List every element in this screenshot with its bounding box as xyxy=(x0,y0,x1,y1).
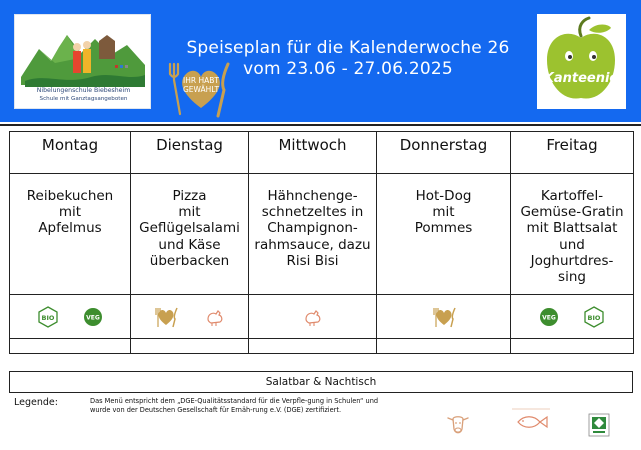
chicken-icon xyxy=(302,307,324,327)
fork-knife-heart-icon xyxy=(166,58,236,122)
dish-cell-tuesday xyxy=(131,174,249,295)
legend-label: Legende: xyxy=(14,397,58,408)
dish-line: überbacken xyxy=(149,252,230,269)
icon-row xyxy=(10,295,634,339)
ihr-habt-gewaehlt-badge xyxy=(166,58,236,122)
bio-icon xyxy=(37,306,59,328)
school-logo-name: Nibelungenschule Biebesheim xyxy=(36,87,131,94)
veg-icon xyxy=(83,307,103,327)
salatbar-banner: Salatbar & Nachtisch xyxy=(9,371,633,393)
dish-line: Geflügelsalami xyxy=(139,220,240,237)
kanteenie-logo-text: Kanteenie xyxy=(543,71,619,86)
kanteenie-logo xyxy=(537,14,626,109)
icons-thursday xyxy=(377,295,511,339)
dish-line: Kartoffel- xyxy=(540,188,604,204)
dish-line: Pommes xyxy=(414,220,473,237)
spacer-cell xyxy=(511,339,634,354)
veg-label: VEG xyxy=(542,314,556,321)
dish-cell-wednesday xyxy=(249,174,377,295)
veg-label: VEG xyxy=(86,314,100,321)
weekday-row xyxy=(10,132,634,174)
title-line-1: Speiseplan für die Kalenderwoche 26 xyxy=(186,38,510,58)
badge-line-2: GEWÄHLT xyxy=(182,85,220,94)
day-header: Freitag xyxy=(511,132,634,174)
spacer-cell xyxy=(10,339,131,354)
ihr-habt-gewaehlt-icon xyxy=(153,305,179,329)
cow-icon xyxy=(445,411,471,437)
badge-line-1: IHR HABT xyxy=(183,76,219,85)
dish-line: schnetzeltes in xyxy=(261,204,364,221)
icons-wednesday xyxy=(249,295,377,339)
title-line-2: vom 23.06 - 27.06.2025 xyxy=(243,59,453,79)
day-header: Mittwoch xyxy=(249,132,377,174)
icons-tuesday xyxy=(131,295,249,339)
school-logo-subtitle: Schule mit Ganztagsangeboten xyxy=(39,96,128,102)
dish-cell-monday xyxy=(10,174,131,295)
legend-text: Das Menü entspricht dem „DGE-Qualitätsstandard für die Verpfle-gung in Schulen“ und wurde von der Deutschen Gesellschaft für Ernäh-rung e.V. (DGE) zertifiziert. xyxy=(90,397,379,415)
fish-icon xyxy=(510,405,552,435)
bio-label: BIO xyxy=(587,313,601,322)
dish-line: mit xyxy=(432,204,455,221)
dge-logo-icon xyxy=(588,413,610,437)
dish-line: Reibekuchen xyxy=(26,188,114,204)
dish-line: Hähnchenge- xyxy=(267,188,358,204)
school-logo xyxy=(14,14,151,109)
dish-row xyxy=(10,174,634,295)
header-banner xyxy=(0,0,641,122)
spacer-cell xyxy=(131,339,249,354)
ihr-habt-gewaehlt-icon xyxy=(431,305,457,329)
veg-icon xyxy=(539,307,559,327)
dish-line: mit xyxy=(178,204,201,221)
spacer-cell xyxy=(249,339,377,354)
day-header: Donnerstag xyxy=(377,132,511,174)
dish-cell-thursday xyxy=(377,174,511,295)
chicken-icon xyxy=(204,307,226,327)
bio-label: BIO xyxy=(41,313,55,322)
dish-line: Champignon- xyxy=(267,220,358,237)
spacer-cell xyxy=(377,339,511,354)
day-header: Montag xyxy=(10,132,131,174)
icons-friday xyxy=(511,295,634,339)
header-divider xyxy=(0,124,641,126)
weekly-menu-table xyxy=(9,131,634,354)
dish-line: Risi Bisi xyxy=(286,252,339,269)
dish-line: und xyxy=(559,236,585,253)
dish-line: mit Blattsalat xyxy=(526,220,618,237)
dish-line: mit xyxy=(58,204,82,221)
bio-icon xyxy=(583,306,605,328)
dish-cell-friday xyxy=(511,174,634,295)
spacer-row xyxy=(10,339,634,354)
icons-monday xyxy=(10,295,131,339)
dish-line: rahmsauce, dazu xyxy=(254,236,371,253)
dish-line: Pizza xyxy=(172,188,207,204)
day-header: Dienstag xyxy=(131,132,249,174)
dish-line: sing xyxy=(558,269,586,286)
dish-line: Hot-Dog xyxy=(415,188,472,204)
dish-line: Joghurtdres- xyxy=(530,252,614,269)
dish-line: Apfelmus xyxy=(38,220,102,237)
dish-line: Gemüse-Gratin xyxy=(520,204,624,221)
dish-line: und Käse xyxy=(158,236,221,253)
apple-icon xyxy=(537,14,626,109)
